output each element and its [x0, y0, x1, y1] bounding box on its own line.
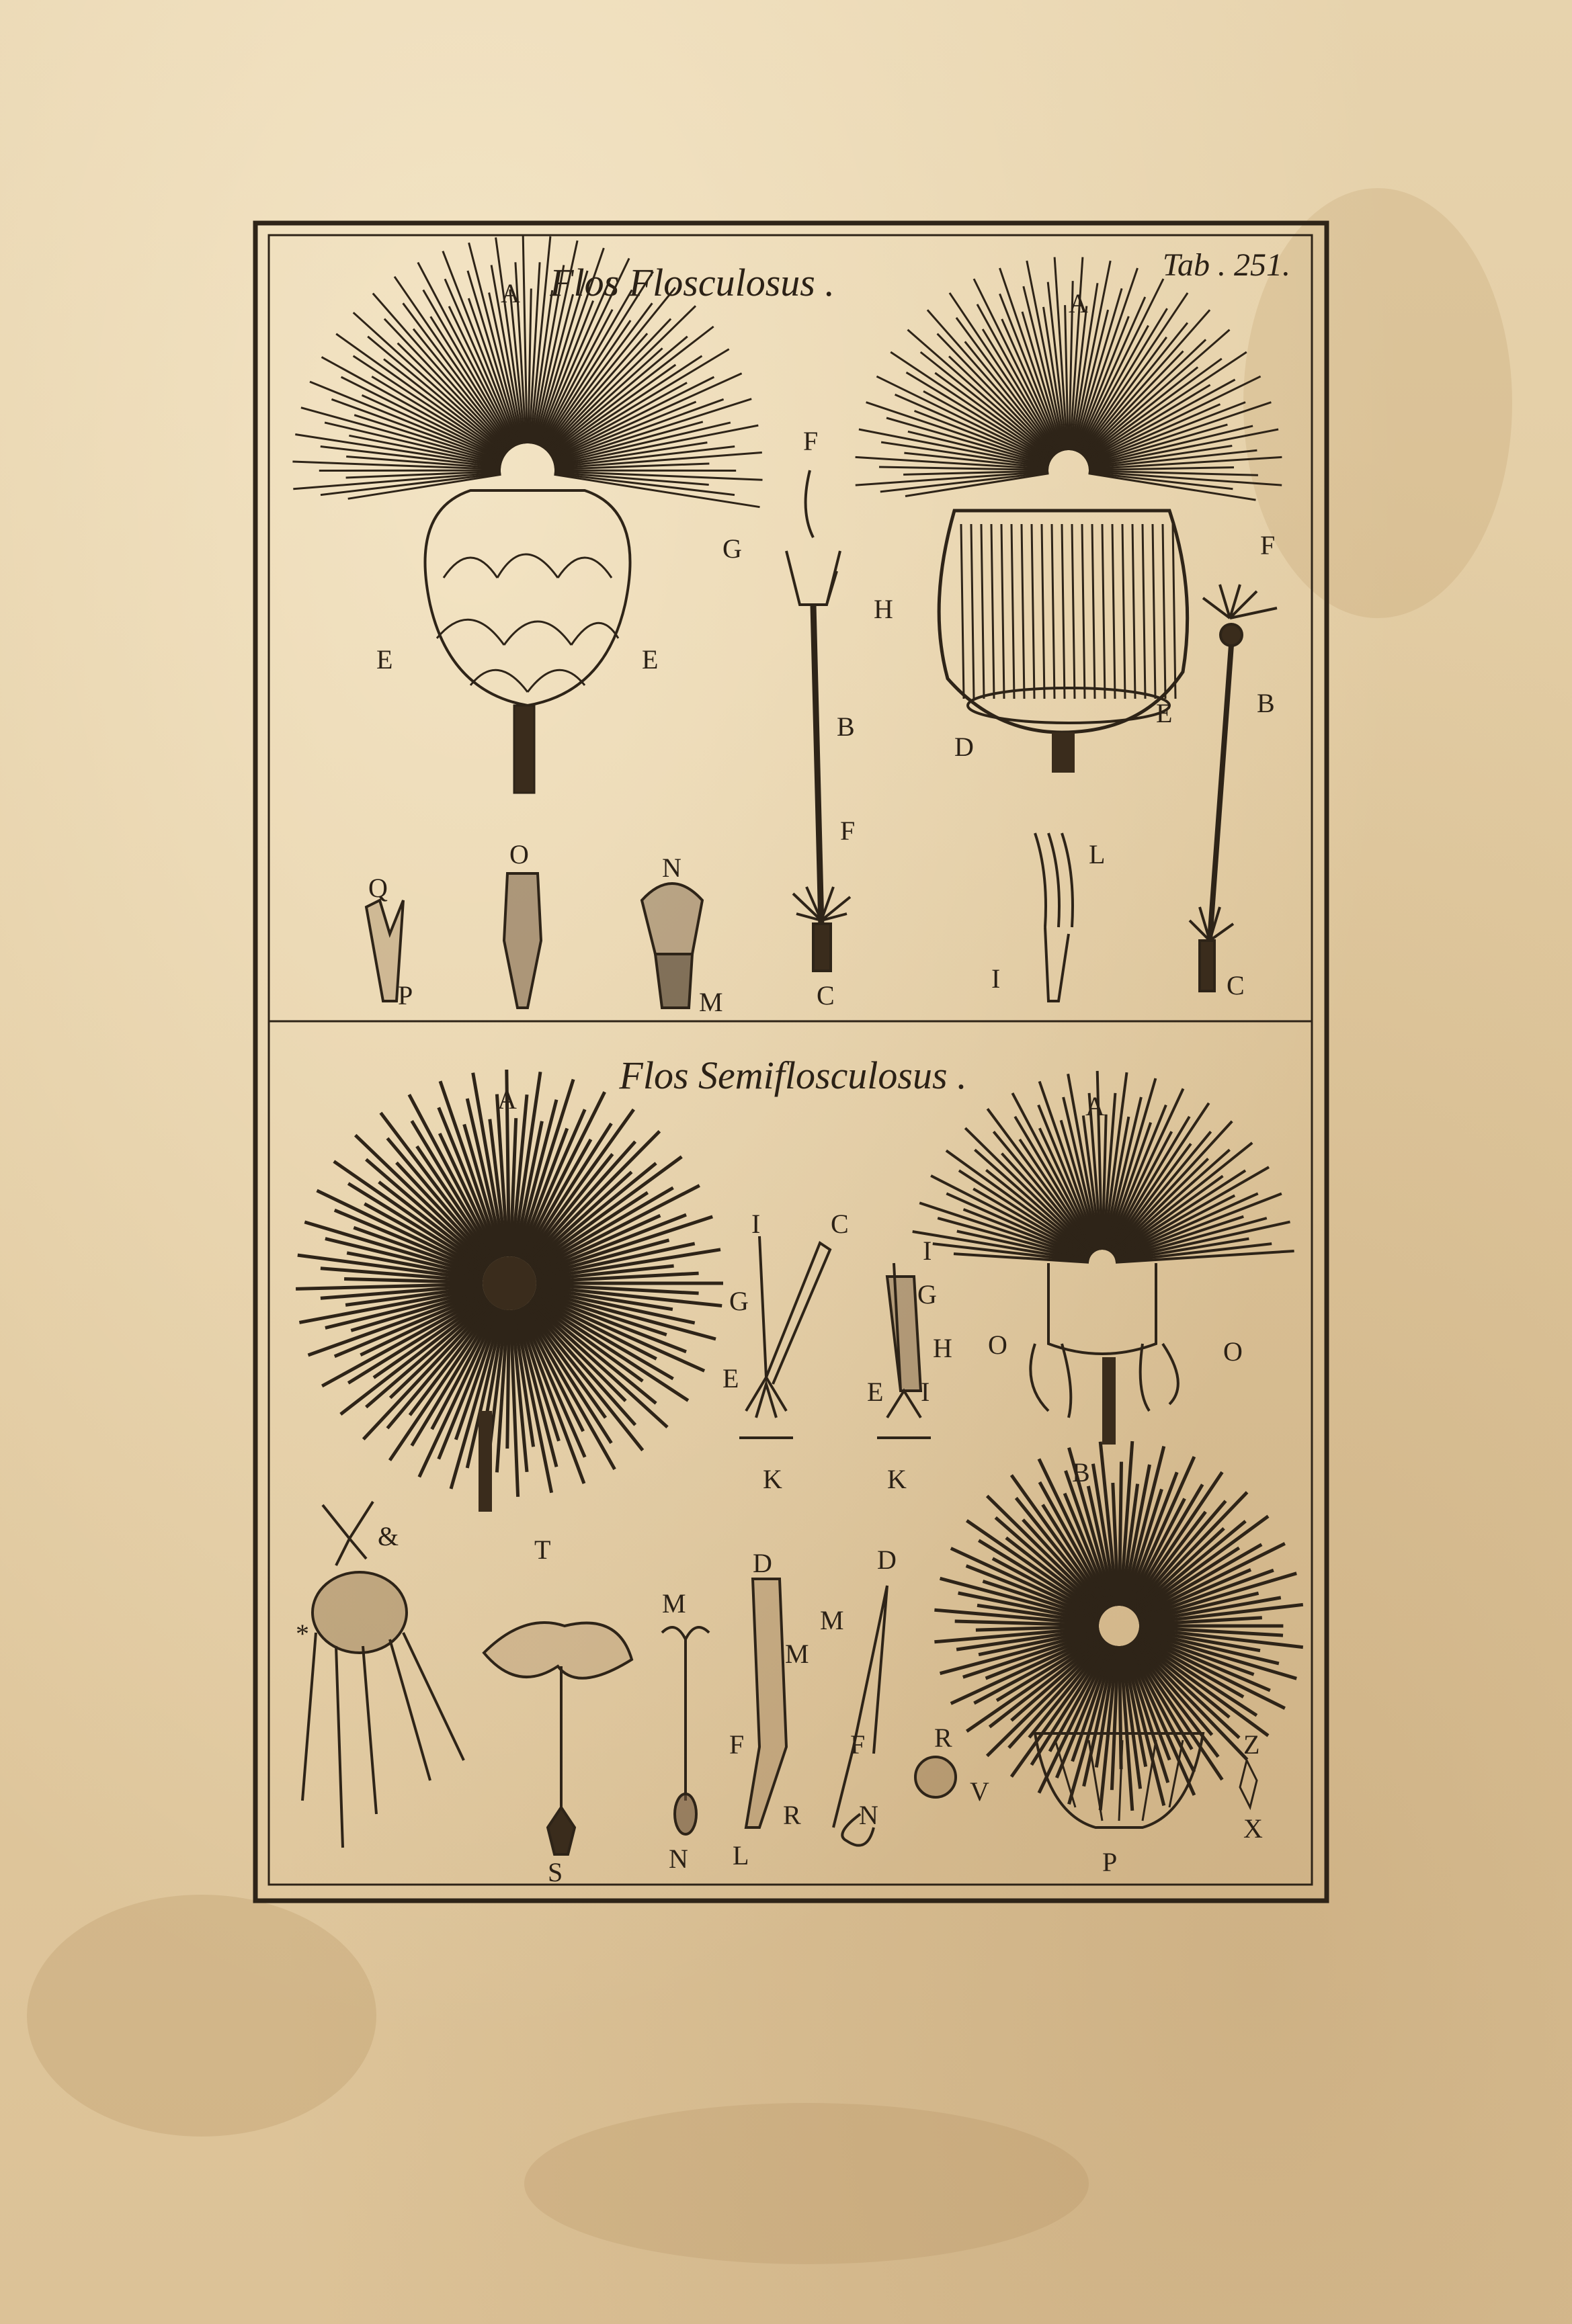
- label: H: [933, 1333, 952, 1363]
- label: A: [501, 278, 520, 308]
- label: K: [887, 1464, 907, 1494]
- engraving-stroke: [1163, 524, 1165, 699]
- engraving-stroke: [1092, 524, 1095, 699]
- label: C: [817, 980, 835, 1010]
- label: O: [1223, 1336, 1243, 1367]
- cut-head-figure: [856, 257, 1282, 773]
- label: *: [296, 1619, 309, 1649]
- engraving-stroke: [1042, 524, 1044, 699]
- label: A: [1069, 288, 1088, 318]
- label: I: [923, 1236, 932, 1266]
- engraving-stroke: [961, 524, 964, 699]
- label: &: [378, 1521, 399, 1551]
- label: R: [783, 1800, 801, 1830]
- engraving-stroke: [1153, 524, 1155, 699]
- label: F: [840, 816, 856, 846]
- label: N: [669, 1844, 688, 1874]
- engraving-stroke: [1062, 524, 1065, 699]
- engraving-stroke: [1082, 524, 1085, 699]
- engraving-stroke: [1132, 524, 1135, 699]
- label: M: [699, 987, 723, 1017]
- bottom-parts-row: [302, 1502, 956, 1854]
- label: D: [753, 1548, 772, 1578]
- label: E: [642, 644, 659, 675]
- label: T: [534, 1535, 551, 1565]
- flosculous-head-figure: [292, 235, 762, 793]
- small-parts-row: [366, 833, 1073, 1008]
- semifloret-figures: [739, 1236, 931, 1438]
- label: P: [1102, 1847, 1118, 1877]
- label: N: [662, 853, 681, 883]
- label: C: [1227, 970, 1245, 1000]
- semiflosculous-closed-figure: [934, 1441, 1302, 1827]
- label: V: [970, 1776, 989, 1807]
- label: I: [991, 963, 1001, 994]
- label: Q: [368, 873, 388, 903]
- engraving-stroke: [1022, 524, 1024, 699]
- tab-label: Tab . 251.: [1162, 247, 1290, 283]
- label: A: [1085, 1091, 1105, 1121]
- engraving-stroke: [1122, 524, 1125, 699]
- engraving-stroke: [1052, 524, 1054, 699]
- label: I: [751, 1209, 761, 1239]
- engraving-stroke: [1011, 524, 1014, 699]
- floret-pappus-figure: [1190, 585, 1277, 991]
- semiflosculous-side-figure: [913, 1071, 1294, 1445]
- label: E: [722, 1363, 739, 1393]
- engraving-stroke: [1032, 524, 1034, 699]
- label: G: [722, 533, 742, 564]
- label: A: [497, 1084, 517, 1115]
- label: N: [859, 1800, 878, 1830]
- label: D: [954, 732, 974, 762]
- label: L: [1089, 839, 1106, 869]
- semiflosculous-head-figure: [296, 1070, 723, 1512]
- top-title: Flos Flosculosus .: [550, 261, 835, 304]
- engraving-stroke: [554, 422, 703, 464]
- label: E: [867, 1377, 884, 1407]
- label: F: [803, 426, 819, 456]
- engraving-stroke: [1001, 524, 1004, 699]
- label: G: [917, 1279, 937, 1309]
- label: O: [509, 839, 529, 869]
- label: M: [820, 1605, 844, 1635]
- engraving-stroke: [1119, 1646, 1121, 1769]
- engraving-stroke: [1173, 524, 1175, 699]
- label: H: [874, 594, 893, 624]
- engraving-stroke: [981, 524, 984, 699]
- label: D: [877, 1545, 897, 1575]
- engraving-stroke: [1102, 524, 1105, 699]
- engraving-stroke: [1143, 524, 1145, 699]
- paper-stains: [27, 188, 1512, 2264]
- bottom-title: Flos Semiflosculosus .: [619, 1053, 967, 1097]
- label: G: [729, 1286, 749, 1316]
- label: O: [988, 1330, 1007, 1360]
- label: B: [1257, 688, 1275, 718]
- label: C: [831, 1209, 849, 1239]
- label: F: [729, 1729, 745, 1760]
- label: E: [376, 644, 393, 675]
- label: M: [662, 1588, 686, 1619]
- label: X: [1243, 1813, 1263, 1844]
- label: K: [763, 1464, 782, 1494]
- label: B: [837, 712, 855, 742]
- label: B: [1072, 1457, 1090, 1488]
- engraving-stroke: [1072, 524, 1075, 699]
- engraving-stroke: [991, 524, 994, 699]
- label: F: [850, 1729, 866, 1760]
- label: I: [921, 1377, 930, 1407]
- engraving-stroke: [1112, 524, 1115, 699]
- engraving-stroke: [971, 524, 974, 699]
- label: M: [785, 1639, 809, 1669]
- label: R: [934, 1723, 952, 1753]
- label: P: [398, 980, 413, 1010]
- label: S: [548, 1857, 563, 1887]
- label: E: [1156, 698, 1173, 728]
- label: L: [733, 1840, 749, 1870]
- label: F: [1260, 530, 1276, 560]
- label: Z: [1243, 1729, 1260, 1760]
